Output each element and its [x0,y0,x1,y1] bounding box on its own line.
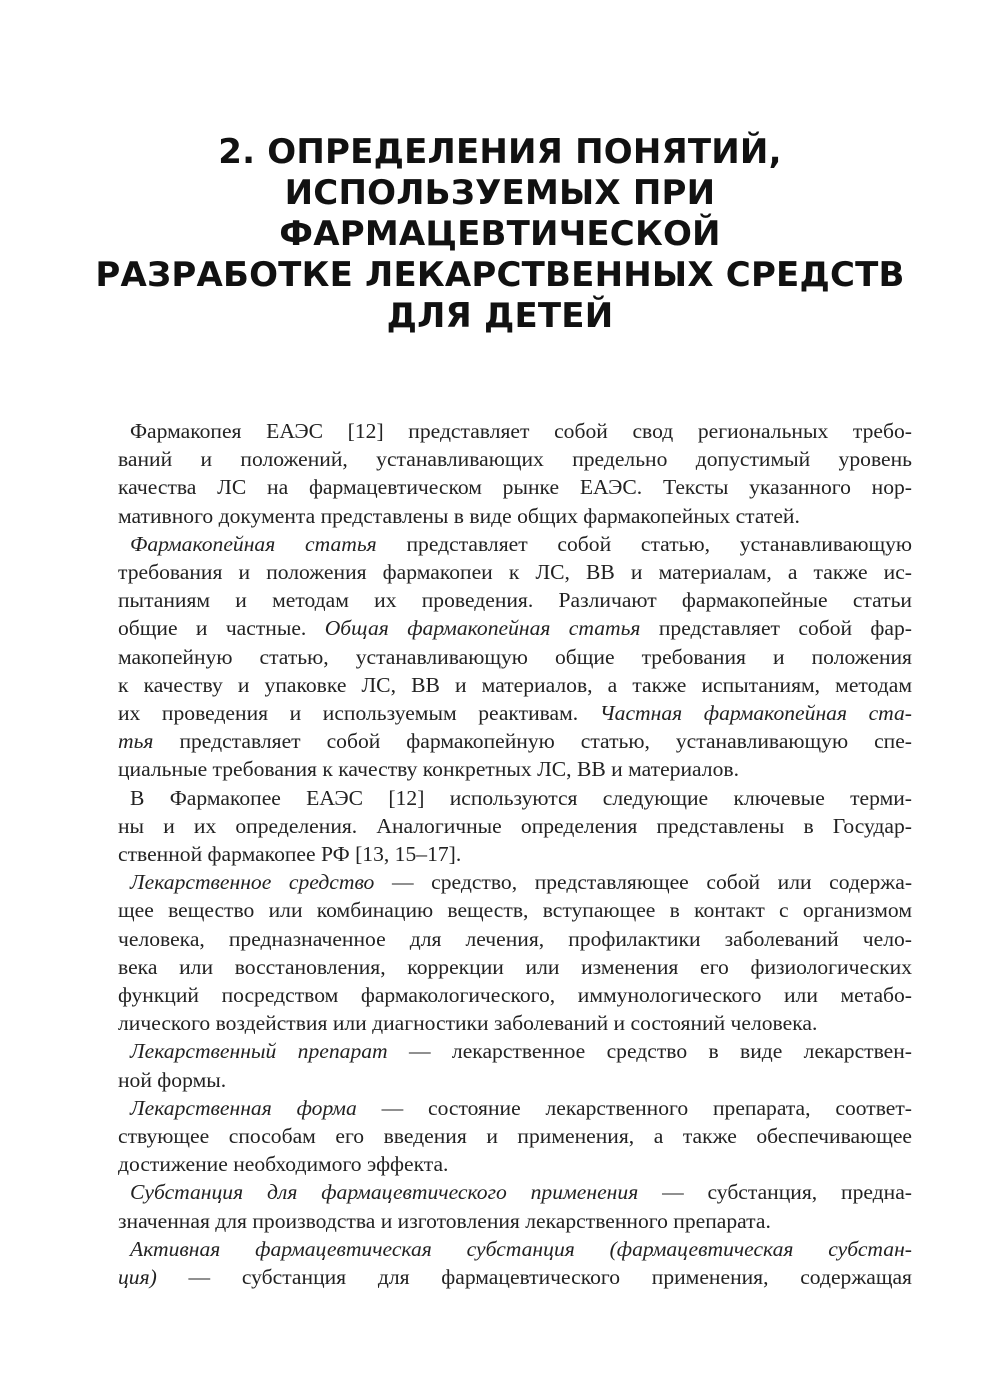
text-line: качества ЛС на фармацевтическом рынке ЕАЭС. Тексты указанного нор- [118,475,912,500]
text-line: мативного документа представлены в виде общих фармакопейных статей. [118,503,800,528]
text-line [118,1263,912,1291]
text-line: щее вещество или комбинацию веществ, вступающее в контакт с организмом [118,898,912,923]
text-line: ствующее способам его введения и применения, а также обеспечивающее [118,1124,912,1149]
paragraph [118,1037,912,1093]
heading-line: 2. ОПРЕДЕЛЕНИЯ ПОНЯТИЙ, [218,132,782,172]
text-line [118,699,912,727]
paragraph [118,417,912,530]
term: Лекарственная форма [130,1095,357,1120]
term: Общая фармакопейная статья [324,616,641,641]
text-line [118,868,912,896]
text-line: ственной фармакопее РФ [13, 15–17]. [118,842,462,867]
text-line: лического воздействия или диагностики заболеваний и состояний человека. [118,1011,818,1036]
text-line: функций посредством фармакологического, иммунологического или метабо- [118,983,912,1008]
text-line: В Фармакопее ЕАЭС [12] используются следующие ключевые терми- [130,785,912,810]
paragraph [118,784,912,869]
text-line: ны и их определения. Аналогичные определения представлены в Государ- [118,813,912,838]
heading-line: ДЛЯ ДЕТЕЙ [386,296,614,336]
term: Фармакопейная статья [130,531,377,556]
text-span: представляет собой фармакопейную статью, устанавливающую спе- [153,729,912,754]
text-span: общие и частные. [118,616,325,641]
text-line: века или восстановления, коррекции или изменения его физиологических [118,954,912,979]
term: Частная фармакопейная ста- [599,701,912,726]
term: Активная фармацевтическая субстанция (фармацевтическая субстан- [130,1236,912,1261]
text-line [118,530,912,558]
text-span: — состояние лекарственного препарата, соответ- [356,1095,912,1120]
text-span: — средство, представляющее собой или содержа- [374,870,912,895]
text-line [118,1235,912,1263]
text-line: ной формы. [118,1067,227,1092]
heading-line: РАЗРАБОТКЕ ЛЕКАРСТВЕННЫХ СРЕДСТВ [95,255,905,295]
text-line [118,1178,912,1206]
text-span: — субстанция для фармацевтического применения, содержащая [156,1265,912,1290]
text-line: человека, предназначенное для лечения, профилактики заболеваний чело- [118,926,912,951]
body-text [118,417,912,1291]
text-line [118,614,912,642]
paragraph [118,1178,912,1234]
paragraph [118,868,912,1037]
paragraph [118,1094,912,1179]
paragraph [118,530,912,784]
term: Лекарственное средство [130,870,375,895]
term: ция) [118,1265,157,1290]
text-span: представляет собой статью, устанавливающую [376,531,912,556]
text-line: к качеству и упаковке ЛС, ВВ и материалов, а также испытаниям, методам [118,672,912,697]
text-line: требования и положения фармакопеи к ЛС, ВВ и материалам, а также ис- [118,560,912,585]
text-span: их проведения и используемым реактивам. [118,701,600,726]
chapter-heading [60,132,940,337]
text-line [118,1094,912,1122]
text-line: ваний и положений, устанавливающих предельно допустимый уровень [118,447,912,472]
text-line: пытаниям и методам их проведения. Различают фармакопейные статьи [118,588,912,613]
term: тья [118,729,154,754]
text-span: — субстанция, предна- [638,1180,912,1205]
text-line: значенная для производства и изготовления лекарственного препарата. [118,1208,771,1233]
text-line: циальные требования к качеству конкретных ЛС, ВВ и материалов. [118,757,739,782]
term: Субстанция для фармацевтического применения [130,1180,639,1205]
term: Лекарственный препарат [130,1039,388,1064]
text-line [118,1037,912,1065]
text-span: — лекарственное средство в виде лекарствен- [387,1039,912,1064]
text-span: представляет собой фар- [640,616,912,641]
text-line: макопейную статью, устанавливающую общие требования и положения [118,644,912,669]
text-line: достижение необходимого эффекта. [118,1152,449,1177]
text-line: Фармакопея ЕАЭС [12] представляет собой свод региональных требо- [130,419,912,443]
paragraph [118,1235,912,1291]
heading-line: ИСПОЛЬЗУЕМЫХ ПРИ ФАРМАЦЕВТИЧЕСКОЙ [279,173,721,254]
text-line [118,727,912,755]
